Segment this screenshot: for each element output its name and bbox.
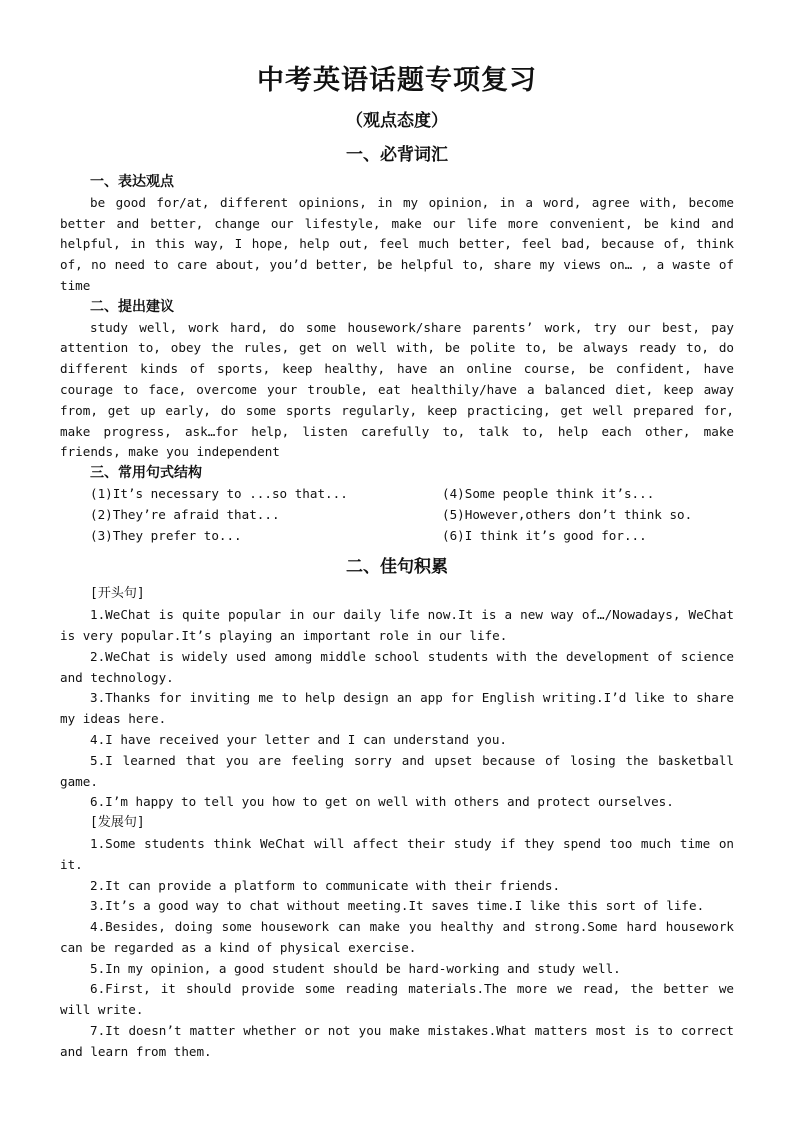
label-opening-sentences: [开头句] (90, 586, 145, 602)
development-sentence: 5.In my opinion, a good student should be hard-working and study well. (90, 960, 621, 976)
development-sentence: 1.Some students think WeChat will affect their study if they spend too much time on it. (60, 835, 734, 872)
opening-sentence: 1.WeChat is quite popular in our daily life now.It is a new way of…/Nowadays, WeChat is very popular.It’s playing an important role in our life. (60, 607, 734, 643)
opening-sentence: 3.Thanks for inviting me to help design an app for English writing.I’d like to share my ideas here. (60, 690, 734, 727)
document-page (60, 62, 734, 1063)
label-development-sentences: [发展句] (90, 815, 145, 831)
pattern-item: (6)I think it’s good for... (442, 527, 647, 543)
subheading-express-opinion: 一、表达观点 (90, 174, 174, 190)
vocab-give-advice: study well, work hard, do some housework/share parents’ work, try our best, pay attention to, obey the rules, get on well with, be polite to, be always ready to, do different kinds of sports, keep healthy, have an online course, be confident, have courage to face, overcome your trouble, eat healthily/have a balanced diet, keep away from, get up early, do some sports regularly, keep practicing, get well prepared for, make progress, ask…for help, listen carefully to, talk to, help each other, make friends, make you independent (60, 319, 734, 460)
pattern-item: (5)However,others don’t think so. (442, 506, 693, 522)
page-title: 中考英语话题专项复习 (257, 65, 537, 96)
pattern-item: (1)It’s necessary to ...so that... (90, 485, 348, 501)
opening-sentence: 5.I learned that you are feeling sorry and upset because of losing the basketball game. (60, 752, 734, 789)
opening-sentence: 6.I’m happy to tell you how to get on well with others and protect ourselves. (90, 794, 674, 810)
pattern-item: (3)They prefer to... (90, 527, 242, 543)
development-sentence: 6.First, it should provide some reading materials.The more we read, the better we will write. (60, 981, 734, 1018)
section-heading-vocabulary: 一、必背词汇 (346, 145, 448, 165)
sentence-patterns-grid (60, 484, 734, 546)
pattern-item: (2)They’re afraid that... (90, 506, 280, 522)
page-subtitle: （观点态度） (346, 111, 448, 131)
section-heading-good-sentences: 二、佳句积累 (346, 557, 448, 578)
development-sentence: 3.It’s a good way to chat without meeting.It saves time.I like this sort of life. (90, 898, 705, 914)
development-sentence: 2.It can provide a platform to communicate with their friends. (90, 877, 561, 893)
opening-sentence: 4.I have received your letter and I can understand you. (90, 731, 508, 747)
vocab-express-opinion: be good for/at, different opinions, in my opinion, in a word, agree with, become better and better, change our lifestyle, make our life more convenient, be kind and helpful, in this way, I hope, help out, feel much better, feel bad, because of, think of, no need to care about, you’d better, be helpful to, share my views on… , a waste of time (60, 194, 734, 293)
subheading-give-advice: 二、提出建议 (90, 298, 174, 315)
development-sentence: 4.Besides, doing some housework can make you healthy and strong.Some hard housework can be regarded as a kind of physical exercise. (60, 919, 734, 955)
opening-sentence: 2.WeChat is widely used among middle school students with the development of science and technology. (60, 648, 734, 685)
subheading-sentence-patterns: 三、常用句式结构 (90, 465, 202, 482)
pattern-item: (4)Some people think it’s... (442, 485, 655, 501)
development-sentence: 7.It doesn’t matter whether or not you make mistakes.What matters most is to correct and learn from them. (60, 1023, 734, 1059)
